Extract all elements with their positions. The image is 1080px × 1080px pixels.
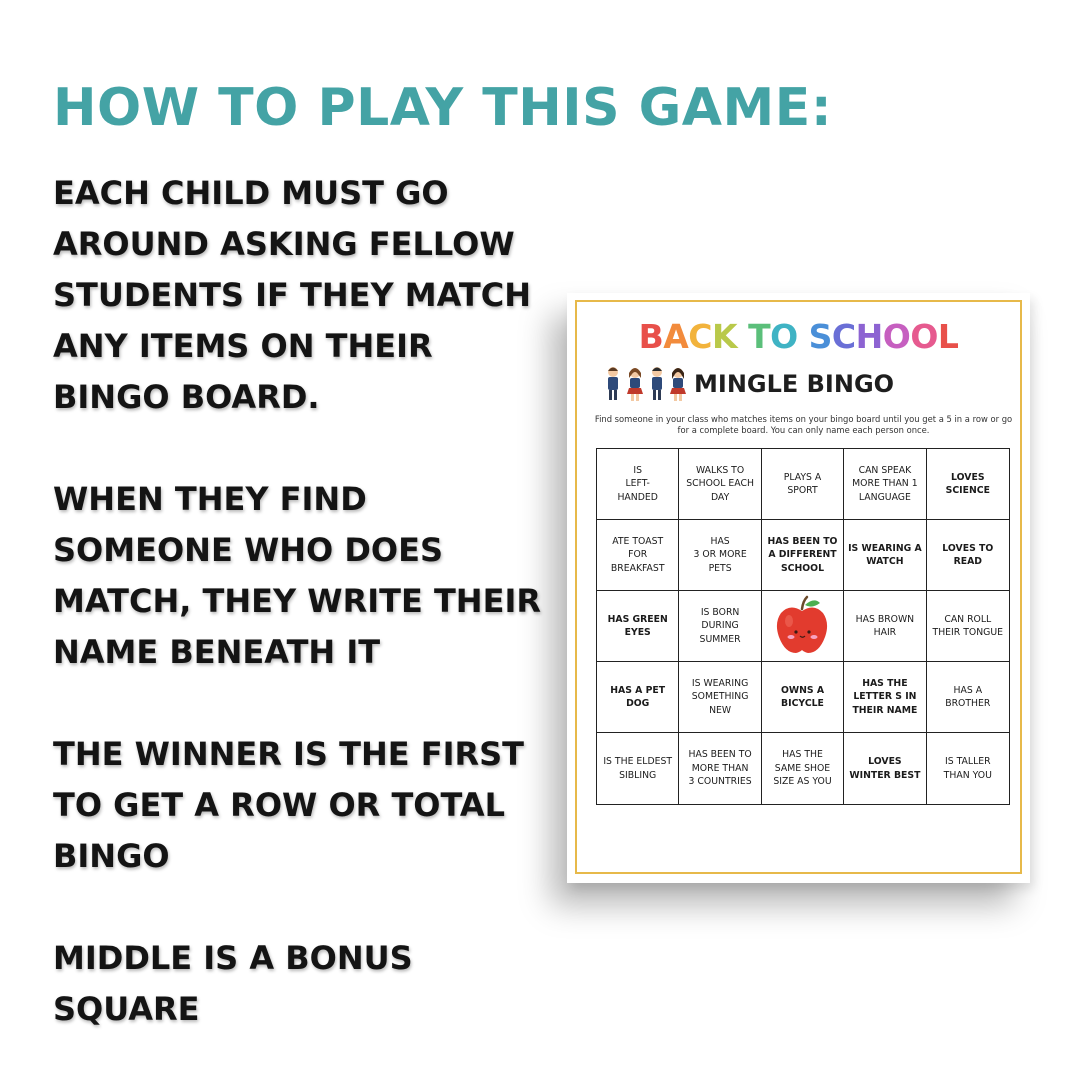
sheet-instructions: Find someone in your class who matches items on your bingo board until you get a 5 in a row or go for a complete board. You can only name each person once. <box>594 414 1013 435</box>
bingo-cell: HAS A PET DOG <box>597 662 679 733</box>
title-letter: H <box>855 317 883 356</box>
rule-text: WHEN THEY FIND SOMEONE WHO DOES MATCH, THEY WRITE THEIR NAME BENEATH IT <box>53 480 541 671</box>
bingo-cell: IS TALLER THAN YOU <box>943 756 992 781</box>
bingo-cell: IS LEFT- HANDED <box>597 449 679 520</box>
apple-icon <box>772 595 832 657</box>
title-letter: T <box>748 317 771 356</box>
bingo-cell: IS WEARING A WATCH <box>844 520 926 591</box>
bingo-cell: CAN SPEAK MORE THAN 1 LANGUAGE <box>844 449 926 520</box>
bingo-cell: HAS BEEN TO MORE THAN 3 COUNTRIES <box>679 733 761 804</box>
page-heading: HOW TO PLAY THIS GAME: <box>53 78 833 138</box>
title-letter: C <box>688 317 712 356</box>
rule-text: MIDDLE IS A BONUS SQUARE <box>53 939 413 1028</box>
sheet-title <box>567 317 1030 356</box>
title-letter: C <box>831 317 856 356</box>
bingo-cell: HAS BROWN HAIR <box>844 591 926 662</box>
bingo-cell: LOVES WINTER BEST <box>844 733 926 804</box>
bingo-cell: ATE TOAST FOR BREAKFAST <box>597 520 679 591</box>
students-icon <box>603 363 689 403</box>
bingo-cell: HAS A BROTHER <box>927 662 1009 733</box>
sheet-subtitle: MINGLE BINGO <box>694 370 895 398</box>
bingo-sheet <box>567 293 1030 883</box>
rules-list <box>53 168 573 1080</box>
bingo-cell: HAS BEEN TO A DIFFERENT SCHOOL <box>762 520 844 591</box>
title-letter: A <box>663 317 689 356</box>
bingo-cell: PLAYS A SPORT <box>762 449 844 520</box>
bingo-cell: IS BORN DURING SUMMER <box>679 591 761 662</box>
title-letter: O <box>770 317 798 356</box>
title-letter: B <box>638 317 664 356</box>
bingo-cell: HAS THE LETTER S IN THEIR NAME <box>844 662 926 733</box>
title-letter: S <box>808 317 832 356</box>
bingo-cell: WALKS TO SCHOOL EACH DAY <box>679 449 761 520</box>
title-letter: O <box>910 317 938 356</box>
bingo-cell: IS THE ELDEST SIBLING <box>597 733 679 804</box>
bingo-cell: HAS 3 OR MORE PETS <box>679 520 761 591</box>
rule-text: EACH CHILD MUST GO AROUND ASKING FELLOW STUDENTS IF THEY MATCH ANY ITEMS ON THEIR BINGO BOARD. <box>53 174 531 416</box>
title-letter: L <box>937 317 959 356</box>
title-letter <box>737 317 748 356</box>
bingo-cell: LOVES TO READ <box>927 520 1009 591</box>
bingo-cell: HAS THE SAME SHOE SIZE AS YOU <box>762 733 844 804</box>
bingo-cell: HAS GREEN EYES <box>597 591 679 662</box>
rule-text: THE WINNER IS THE FIRST TO GET A ROW OR TOTAL BINGO <box>53 735 524 875</box>
title-letter: O <box>882 317 911 356</box>
bingo-grid <box>596 448 1010 805</box>
bingo-cell: IS WEARING SOMETHING NEW <box>679 662 761 733</box>
bingo-cell: OWNS A BICYCLE <box>762 662 844 733</box>
title-letter <box>798 317 809 356</box>
bingo-cell: LOVES SCIENCE <box>927 449 1009 520</box>
bingo-cell: CAN ROLL THEIR TONGUE <box>927 591 1009 662</box>
title-letter: K <box>711 317 738 356</box>
bingo-cell-bonus <box>762 591 844 662</box>
